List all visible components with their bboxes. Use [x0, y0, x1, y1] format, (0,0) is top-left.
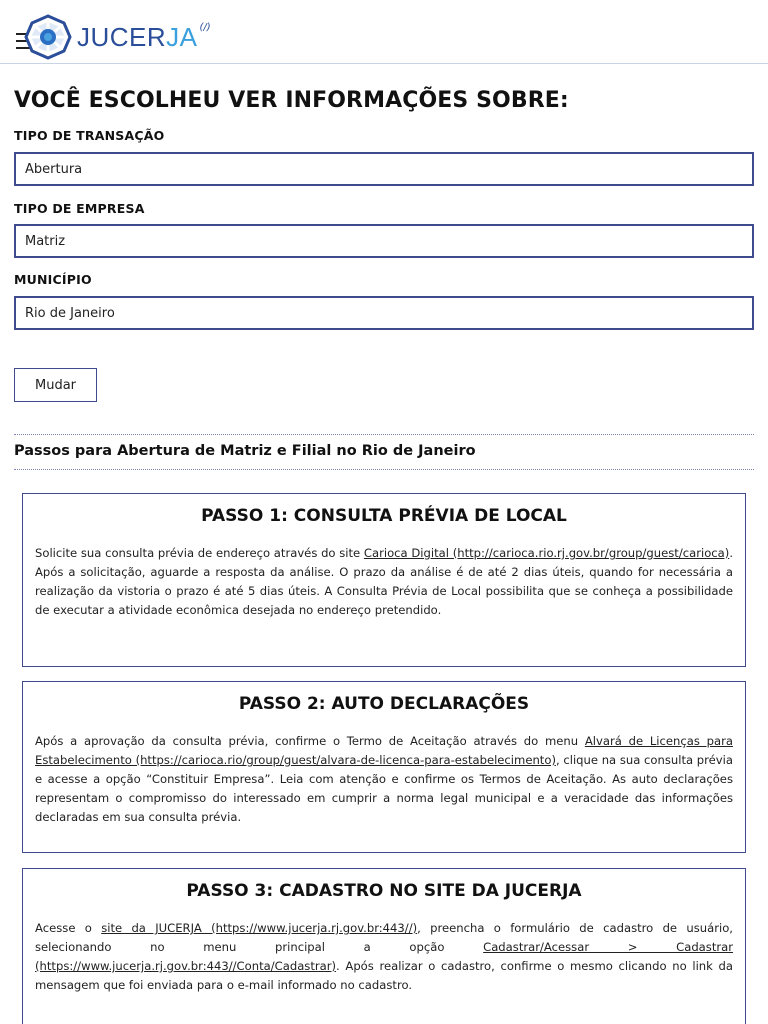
carioca-digital-link[interactable]: Carioca Digital (http://carioca.rio.rj.gov.br/group/guest/carioca) — [363, 546, 730, 560]
company-type-label: TIPO DE EMPRESA — [14, 201, 145, 216]
page-title: VOCÊ ESCOLHEU VER INFORMAÇÕES SOBRE: — [14, 88, 569, 113]
step-card-3 — [22, 868, 746, 1024]
top-bar — [0, 0, 768, 64]
company-type-field[interactable]: Matriz — [14, 224, 754, 258]
transaction-type-field[interactable]: Abertura — [14, 152, 754, 186]
alvara-licencas-link[interactable]: Alvará de Licenças para Estabelecimento (https://carioca.rio/group/guest/alvara-de-licenca-para-estabelecimento) — [35, 734, 733, 767]
transaction-type-label: TIPO DE TRANSAÇÃO — [14, 128, 165, 143]
municipality-label: MUNICÍPIO — [14, 272, 92, 287]
municipality-field[interactable]: Rio de Janeiro — [14, 296, 754, 330]
step-2-text: Após a aprovação da consulta prévia, confirme o Termo de Aceitação através do menu Alvará de Licenças para Estabelecimento (https://carioca.rio/group/guest/alvara-de-licenca-para-estabelecimento), clique na sua consulta prévia e acesse a opção “Constituir Empresa”. Leia com atenção e confirme os Termos de Aceitação. As auto declarações representam o compromisso do interessado em cumprir a norma legal municipal e a veracidade das informações declaradas em sua consulta prévia. — [35, 734, 733, 824]
step-3-text: Acesse o site da JUCERJA (https://www.jucerja.rj.gov.br:443//), preencha o formulário de cadastro de usuário, selecionando no menu principal a opção Cadastrar/Acessar > Cadastrar (https://www.jucerja.rj.gov.br:443//Conta/Cadastrar). Após realizar o cadastro, confirme o mesmo clicando no link da mensagem que foi enviada para o e-mail informado no cadastro. — [35, 921, 734, 992]
jucerja-site-link[interactable]: site da JUCERJA (https://www.jucerja.rj.gov.br:443//) — [101, 921, 418, 935]
step-1-text: Solicite sua consulta prévia de endereço através do site Carioca Digital (http://carioca.rio.rj.gov.br/group/guest/carioca). Após a solicitação, aguarde a resposta da análise. O prazo da análise é de até 2 dias úteis, quando for necessária a realização da vistoria o prazo é até 5 dias úteis. A Consulta Prévia de Local possibilita que se conheça a possibilidade de executar a atividade econômica desejada no endereço pretendido. — [35, 546, 733, 617]
logo-wordmark: JUCERJA — [77, 21, 198, 52]
jucerja-logo[interactable] — [24, 14, 211, 60]
jucerja-emblem-icon — [24, 14, 72, 60]
step-1-title: PASSO 1: CONSULTA PRÉVIA DE LOCAL — [201, 506, 567, 526]
step-2-title: PASSO 2: AUTO DECLARAÇÕES — [238, 694, 530, 714]
logo-superscript: (/) — [199, 22, 211, 33]
step-3-title: PASSO 3: CADASTRO NO SITE DA JUCERJA — [186, 881, 582, 901]
steps-heading: Passos para Abertura de Matriz e Filial no Rio de Janeiro — [14, 434, 754, 470]
change-button[interactable]: Mudar — [14, 368, 97, 402]
cadastrar-link[interactable]: Cadastrar/Acessar > Cadastrar (https://www.jucerja.rj.gov.br:443//Conta/Cadastrar) — [35, 940, 734, 973]
step-card-2 — [22, 681, 746, 853]
step-card-1 — [22, 493, 746, 667]
